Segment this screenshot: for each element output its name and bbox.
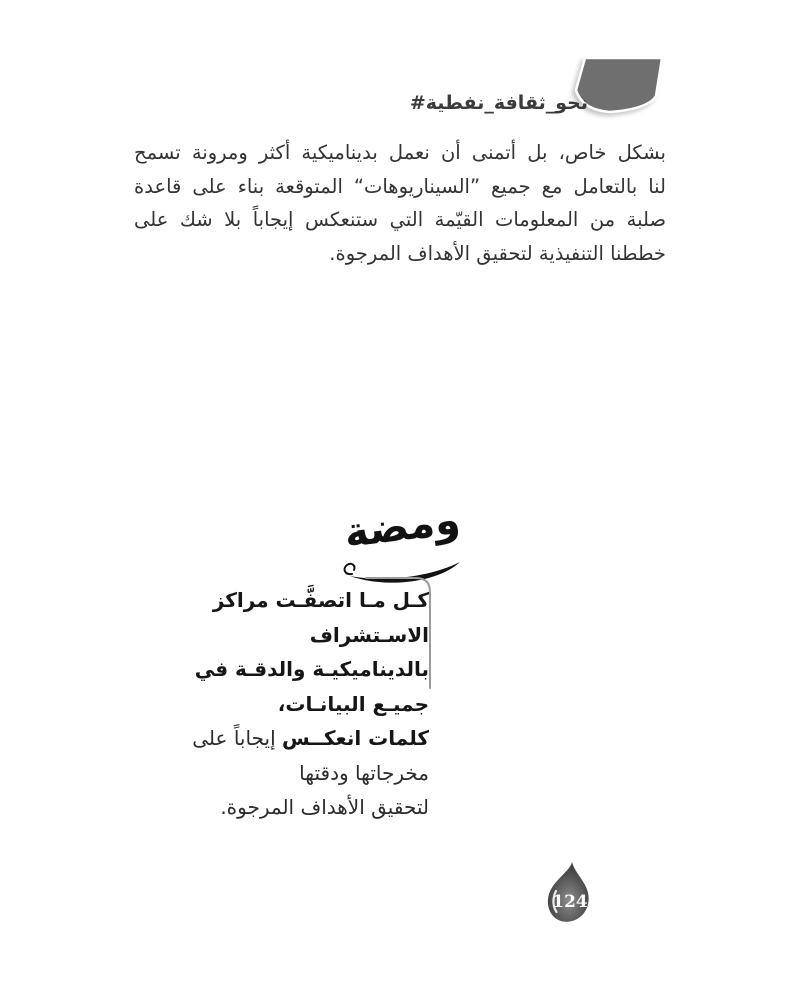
paragraph-line-4: خططنا التنفيذية لتحقيق الأهداف المرجوة. (329, 241, 666, 265)
page-number-drop (544, 860, 596, 928)
quote-line-2: بالديناميكيـة والدقـة في جميـع البيانـات، (194, 657, 429, 716)
page-number: 124 (552, 892, 588, 912)
body-paragraph (134, 136, 666, 270)
paragraph-line-3: صلبة من المعلومات القيّمة التي ستنعكس إيجاباً بلا شك على (134, 208, 666, 231)
quote-line-1: كـل مـا اتصفَّـت مراكز الاسـتشراف (212, 588, 429, 647)
quote-line-3-rest: إيجاباً على مخرجاتها ودقتها (192, 726, 429, 785)
paragraph-line-2: لنا بالتعامل مع جميع ”السيناريوهات“ المتوقعة بناء على قاعدة (134, 174, 666, 198)
quote-line-3 (135, 721, 429, 790)
quote-line-3-bold: كلمات انعكــس (281, 726, 429, 750)
quote-block (135, 583, 429, 825)
paragraph-line-1: بشكل خاص، بل أتمنى أن نعمل بديناميكية أكثر ومرونة تسمح (134, 141, 666, 164)
spiral-flourish-icon (345, 564, 355, 574)
quote-line-4: لتحقيق الأهداف المرجوة. (220, 795, 429, 819)
corner-shape (576, 58, 662, 112)
wamda-word: ومضة (341, 495, 463, 557)
chapter-hashtag: #نحو_ثقافة_نفطية (409, 92, 588, 114)
